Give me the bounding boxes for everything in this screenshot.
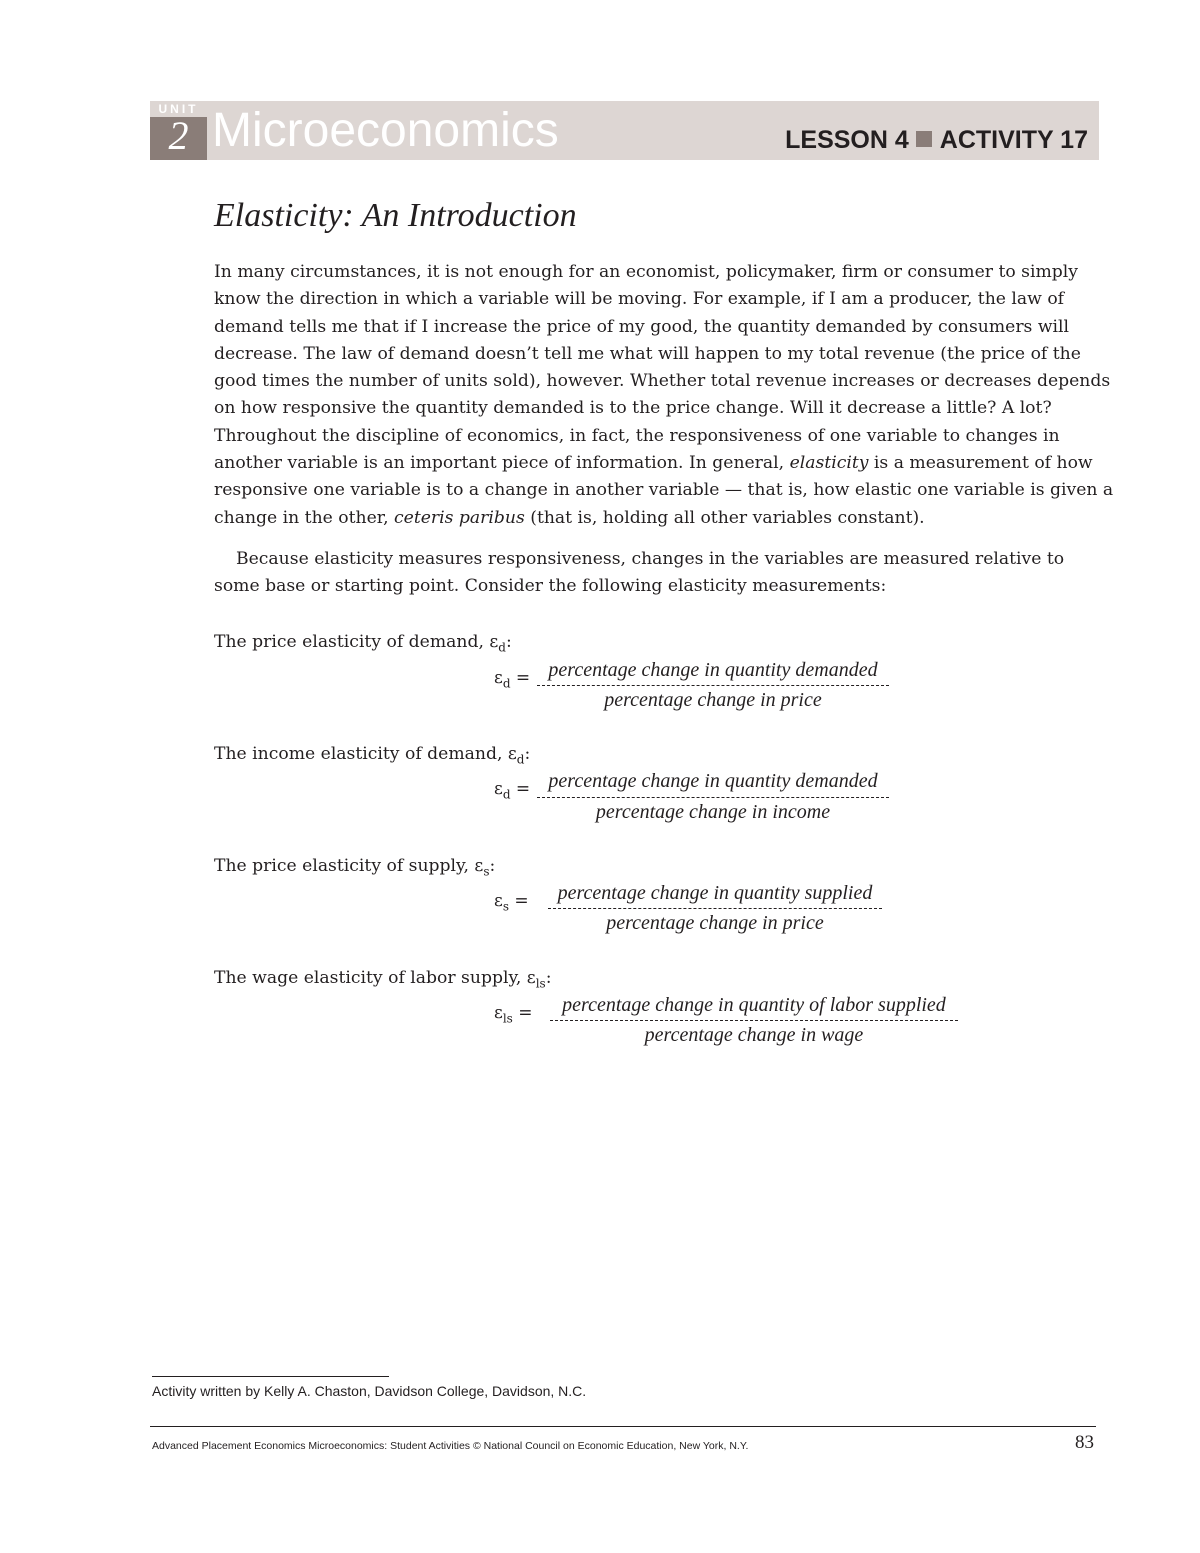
formula-label: The income elasticity of demand, $\varepsilon_d$: [214,744,531,767]
formula-label: The price elasticity of supply, $\varepsilon_s$: [214,856,496,879]
square-separator-icon [916,131,932,147]
formula-denominator: percentage change in price [606,912,824,934]
paragraph-text: is a measurement of how responsive one variable is to a change in another variable — that is, how elastic one variable is given a change in the other, [214,453,1114,528]
formula-label: The price elasticity of demand, $\varepsilon_d$: [214,632,512,655]
fraction-bar [550,1020,958,1021]
formula-symbol: $\varepsilon_s$ = [494,891,529,914]
fraction-bar [537,797,889,798]
term-ceteris-paribus: ceteris paribus [394,507,525,528]
unit-number: 2 [168,113,189,158]
page-number: 83 [1075,1432,1094,1453]
formula-label: The wage elasticity of labor supply, $\varepsilon_{ls}$: [214,968,552,991]
formula-symbol: $\varepsilon_d$ = [494,668,531,691]
unit-label: UNIT [150,101,207,117]
fraction-bar [548,908,882,909]
second-paragraph: Because elasticity measures responsiveness, changes in the variables are measured relative to some base or starting point. Consider the following elasticity measurements: [214,549,1065,597]
formula-symbol: $\varepsilon_d$ = [494,779,531,802]
formula-numerator: percentage change in quantity of labor supplied [562,994,946,1016]
activity-label: ACTIVITY 17 [939,126,1088,154]
copyright-line: Advanced Placement Economics Microeconomics: Student Activities © National Council on Economic Education, New York, N.Y. [152,1440,749,1452]
author-credit: Activity written by Kelly A. Chaston, Davidson College, Davidson, N.C. [152,1383,587,1399]
term-elasticity: elasticity [789,453,869,474]
formula-symbol: $\varepsilon_{ls}$ = [494,1003,533,1026]
formula-denominator: percentage change in wage [644,1024,864,1046]
formula-numerator: percentage change in quantity supplied [557,882,873,904]
formula-denominator: percentage change in income [595,801,831,823]
intro-paragraph [214,259,1114,532]
fraction-bar [537,685,889,686]
page-title: Elasticity: An Introduction [214,197,577,234]
lesson-activity-label [785,120,1088,160]
paragraph-text: (that is, holding all other variables constant). [524,507,925,528]
paragraph-text: In many circumstances, it is not enough for an economist, policymaker, firm or consumer to simply know the direction in which a variable will be moving. For example, if I am a producer, the law of demand tells me that if I increase the price of my good, the quantity demanded by consumers will decrease. The law of demand doesn’t tell me what will happen to my total revenue (the price of the good times the number of units sold), however. Whether total revenue increases or decreases depends on how responsive the quantity demanded is to the price change. Will it decrease a little? A lot? Throughout the discipline of economics, in fact, the responsiveness of one variable to changes in another variable is an important piece of information. In general, [214,262,1111,474]
formula-numerator: percentage change in quantity demanded [548,659,878,681]
lesson-label: LESSON 4 [785,126,909,154]
formula-numerator: percentage change in quantity demanded [548,770,878,792]
formula-denominator: percentage change in price [604,689,822,711]
unit-title: Microeconomics [212,104,559,157]
footnote-rule [152,1376,389,1377]
footer-rule [150,1426,1096,1427]
